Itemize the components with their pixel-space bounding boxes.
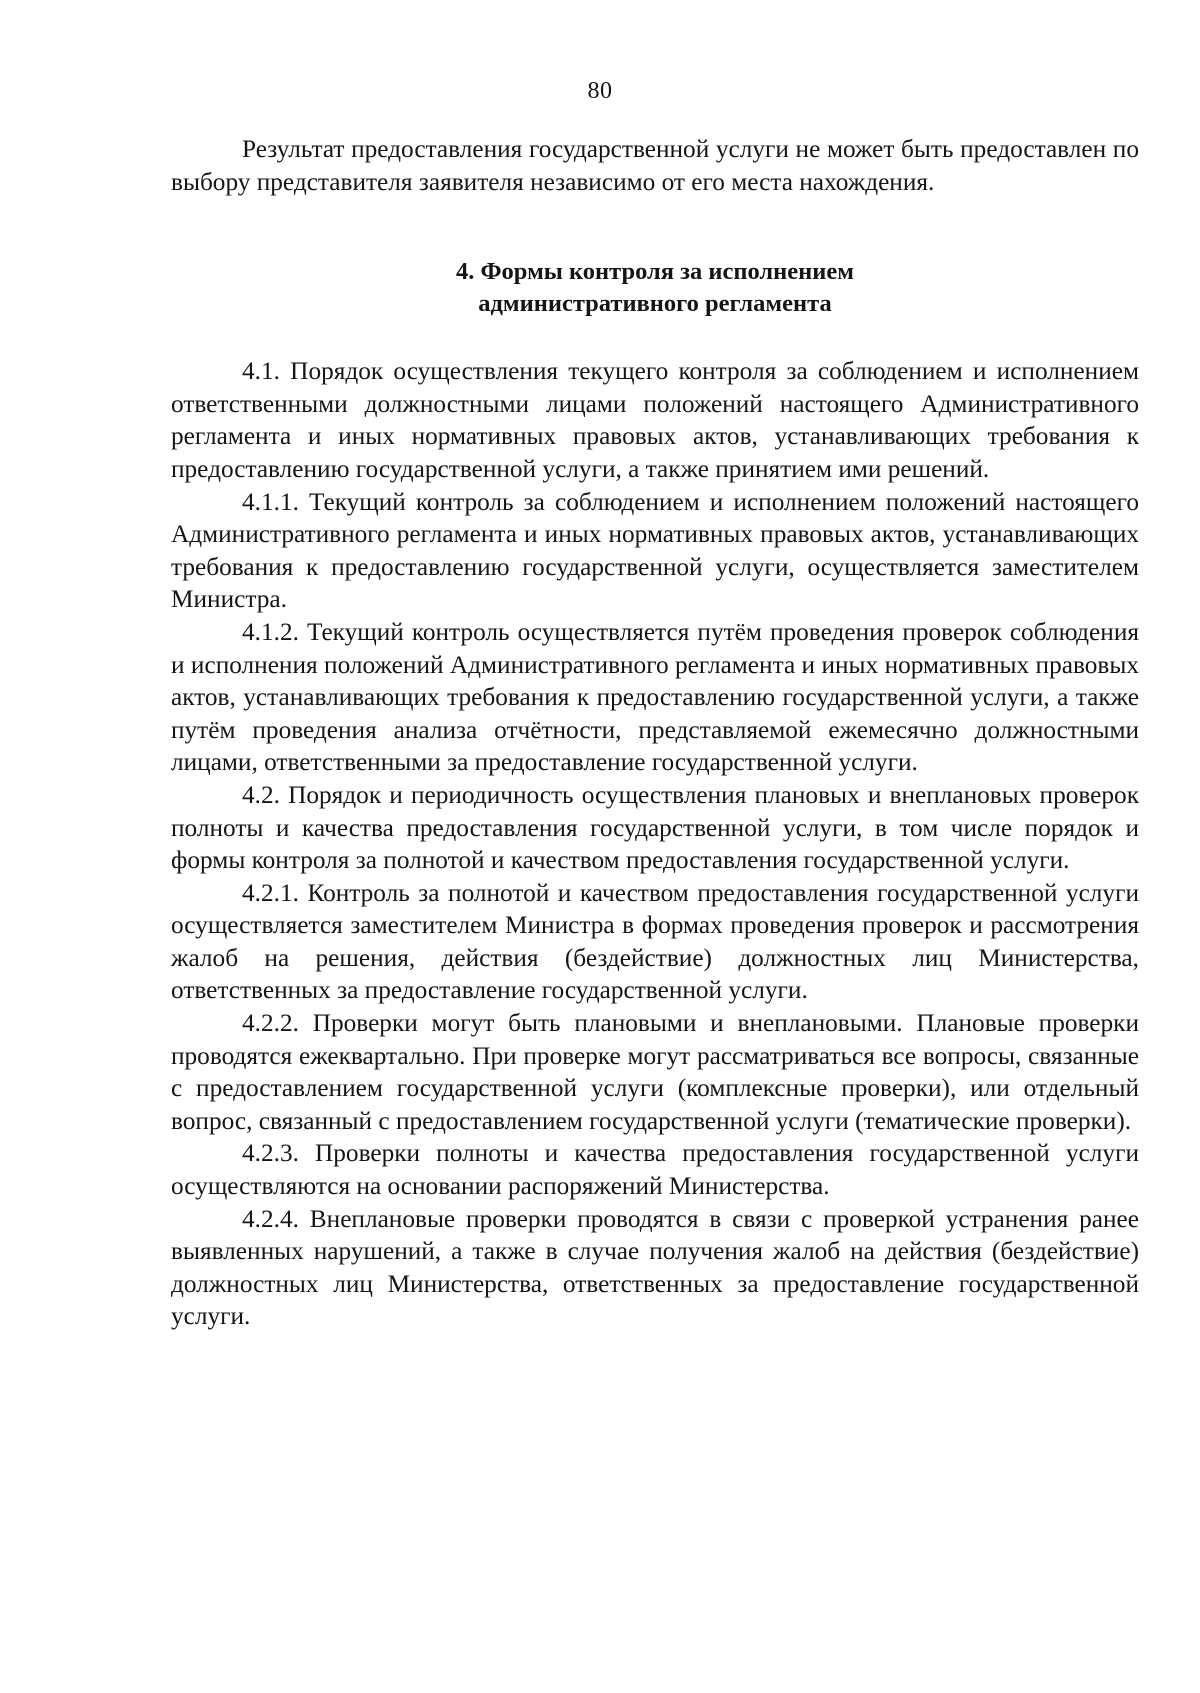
paragraph-4-2-2: 4.2.2. Проверки могут быть плановыми и внеплановыми. Плановые проверки проводятся ежеквартально. При проверке могут рассматриваться все вопросы, связанные с предоставлением государственной услуги (комплексные проверки), или отдельный вопрос, связанный с предоставлением государственной услуги (тематические проверки). <box>171 1009 1139 1135</box>
section-heading <box>171 256 1139 320</box>
paragraph-4-2-3: 4.2.3. Проверки полноты и качества предоставления государственной услуги осуществляются на основании распоряжений Министерства. <box>171 1139 1139 1201</box>
paragraph-4-1: 4.1. Порядок осуществления текущего контроля за соблюдением и исполнением ответственными должностными лицами положений настоящего Административного регламента и иных нормативных правовых актов, устанавливающих требования к предоставлению государственной услуги, а также принятием ими решений. <box>171 357 1139 483</box>
paragraph-4-1-2: 4.1.2. Текущий контроль осуществляется путём проведения проверок соблюдения и исполнения положений Административного регламента и иных нормативных правовых актов, устанавливающих требования к предоставлению государственной услуги, а также путём проведения анализа отчётности, представляемой ежемесячно должностными лицами, ответственными за предоставление государственной услуги. <box>171 617 1139 777</box>
page-number: 80 <box>587 78 613 104</box>
section-heading-line-2: административного регламента <box>478 290 832 318</box>
intro-paragraph: Результат предоставления государственной услуги не может быть предоставлен по выбору представителя заявителя независимо от его места нахождения. <box>171 135 1139 196</box>
document-body <box>171 133 1139 1333</box>
paragraph-4-2: 4.2. Порядок и периодичность осуществления плановых и внеплановых проверок полноты и качества предоставления государственной услуги, в том числе порядок и формы контроля за полнотой и качеством предоставления государственной услуги. <box>171 780 1139 875</box>
paragraph-4-2-4: 4.2.4. Внеплановые проверки проводятся в связи с проверкой устранения ранее выявленных нарушений, а также в случае получения жалоб на действия (бездействие) должностных лиц Министерства, ответственных за предоставление государственной услуги. <box>171 1204 1139 1331</box>
section-heading-line-1: 4. Формы контроля за исполнением <box>456 258 854 286</box>
paragraph-4-1-1: 4.1.1. Текущий контроль за соблюдением и исполнением положений настоящего Административного регламента и иных нормативных правовых актов, устанавливающих требования к предоставлению государственной услуги, осуществляется заместителем Министра. <box>171 487 1139 614</box>
paragraph-4-2-1: 4.2.1. Контроль за полнотой и качеством предоставления государственной услуги осуществляется заместителем Министра в формах проведения проверок и рассмотрения жалоб на решения, действия (бездействие) должностных лиц Министерства, ответственных за предоставление государственной услуги. <box>171 878 1139 1005</box>
